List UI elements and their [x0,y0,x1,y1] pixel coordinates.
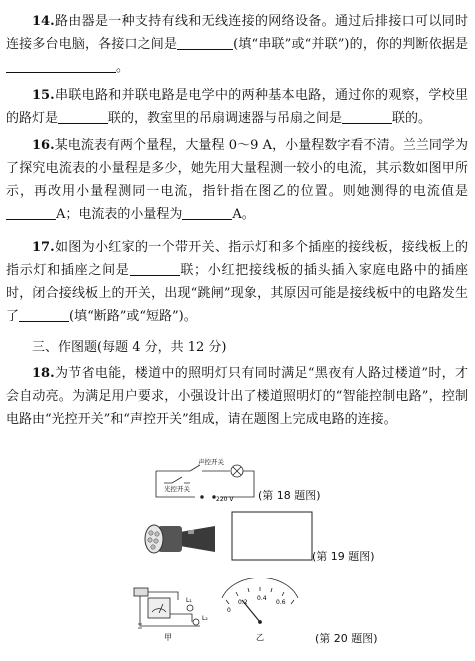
question-text: 某电流表有两个量程，大量程 0～9 A，小量程数字看不清。兰兰同学为了探究电流表的小量程是多少，她先用大量程测一较小的电流，其示数如图甲所示，再改用小量程测同一电流，指针指在图乙的位置。则她测得的电流值是 [6,138,468,199]
answer-blank[interactable] [130,261,180,276]
question-14 [6,10,468,79]
answer-blank[interactable] [58,109,108,124]
section-heading [6,336,468,359]
figure-label-a: 甲 [164,633,172,642]
question-17 [6,236,468,328]
question-text: (填“串联”或“并联”)的，你的判断依据是 [233,37,468,52]
answer-blank[interactable] [19,307,69,322]
figure-19-caption: (第 19 题图) [312,550,375,563]
scale-tick-label: 0.4 [257,595,267,602]
scale-tick-label: 0 [227,607,231,614]
question-15 [6,84,468,130]
question-text: A。 [232,207,255,222]
answer-blank[interactable] [6,205,56,220]
scale-tick-label: 0.2 [238,599,248,606]
figure-18-circuit [150,455,260,505]
light-switch-label: 光控开关 [164,485,190,493]
question-text: A；电流表的小量程为 [56,207,183,222]
flashlight-icon [145,525,215,553]
question-text: 。 [116,60,130,75]
figure-19-flashlight [140,510,320,575]
question-16 [6,134,468,226]
question-number: 14. [32,14,55,29]
question-number: 18. [32,366,55,381]
question-text: (填“断路”或“短路”)。 [69,309,197,324]
answer-blank[interactable] [182,205,232,220]
question-text: 为节省电能，楼道中的照明灯只有同时满足“黑夜有人路过楼道”时，才会自动亮。为满足用户要求，小强设计出了楼道照明灯的“智能控制电路”，控制电路由“光控开关”和“声控开关”组成，请在题图上完成电路的连接。 [6,366,468,427]
question-text: 联的。 [392,111,432,126]
question-text: 路由器是一种支持有线和无线连接的网络设备。通过后排接口可以同时连接多台电脑，各接口之间是 [6,14,468,52]
answer-blank[interactable] [342,109,392,124]
question-text: 如图为小红家的一个带开关、指示灯和多个插座的接线板，接线板上的指示灯和插座之间是 [6,240,468,278]
question-text: 联的，教室里的吊扇调速器与吊扇之间是 [108,111,343,126]
figure-label-b: 乙 [256,633,264,642]
l2-label: L₂ [202,615,208,622]
scale-tick-label: 0.6 [276,599,286,606]
answer-blank[interactable] [177,35,233,50]
answer-blank[interactable] [6,58,116,73]
question-text: 串联电路和并联电路是电学中的两种基本电路，通过你的观察，学校里的路灯是 [6,88,468,126]
figure-20-ammeter [130,578,320,643]
question-text: 联；小红把接线板的插头插入家庭电路中的插座时，闭合接线板上的开关，出现“跳闸”现象，其原因可能是接线板中的电路发生了 [6,263,468,324]
voltage-label: 220 V [216,496,234,503]
question-number: 17. [32,240,55,255]
question-number: 15. [32,88,55,103]
sound-switch-label: 声控开关 [198,458,224,466]
figure-20-caption: (第 20 题图) [315,632,378,645]
question-18 [6,362,468,431]
circuit-box [232,512,312,560]
section-title: 三、作图题(每题 4 分，共 12 分) [32,340,227,355]
question-number: 16. [32,138,55,153]
l1-label: L₁ [186,597,192,604]
figure-18-caption: (第 18 题图) [258,489,321,502]
